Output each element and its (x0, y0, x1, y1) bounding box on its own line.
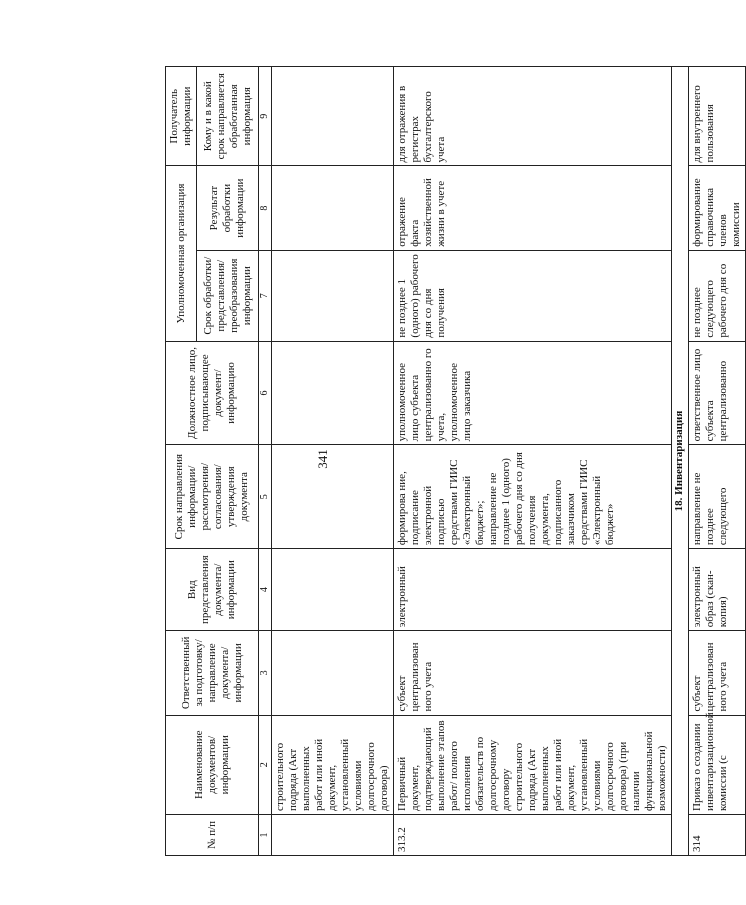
header-signer: Должностное лицо, подписывающее документ/ информацию (166, 341, 259, 445)
row-processing: не позднее 1 (одного) рабочего дня со дня получения (394, 250, 672, 341)
col-number: 8 (259, 166, 272, 250)
header-deadline: Срок направления информации/ рассмотрения/ согласования/ утверждения документа (166, 445, 259, 549)
row-recipient: для отражения в регистрах бухгалтерского учета (394, 67, 672, 166)
section-row (672, 67, 689, 856)
row-deadline: направление не позднее следующего (689, 445, 746, 549)
table-row (394, 67, 672, 856)
document-table (165, 66, 746, 856)
col-number: 1 (259, 814, 272, 855)
row-signer: ответственное лицо субъекта централизованно (689, 341, 746, 445)
rotated-table-wrapper (165, 66, 742, 856)
header-form: Вид представления документа/ информации (166, 549, 259, 631)
row-recipient: для внутреннего пользования (689, 67, 746, 166)
header-recipient: Кому и в какой срок направляется обработанная информация (197, 67, 259, 166)
col-number: 9 (259, 67, 272, 166)
row-num: 313.2 (394, 814, 672, 855)
row-signer: уполномоченное лицо субъекта централизованно го учета, уполномоченное лицо заказчика (394, 341, 672, 445)
row-responsible: субъект централизован ного учета (689, 631, 746, 715)
page-number: 341 (314, 449, 330, 469)
row-responsible: субъект централизован ного учета (394, 631, 672, 715)
header-result: Результат обработки информации (197, 166, 259, 250)
row-processing: не позднее следующего рабочего дня со (689, 250, 746, 341)
row-num (272, 814, 394, 855)
row-form: электронный образ (скан- копия) (689, 549, 746, 631)
table-row (272, 67, 394, 856)
col-number: 2 (259, 715, 272, 814)
row-doc-name: строительного подряда (Акт выполненных работ или иной документ, установленный условиями долгосрочного договора) (272, 715, 394, 814)
col-number: 3 (259, 631, 272, 715)
header-group-authorized: Уполномоченная организация (166, 166, 197, 341)
col-number: 6 (259, 341, 272, 445)
table-row (689, 67, 746, 856)
row-deadline (272, 445, 394, 549)
row-num: 314 (689, 814, 746, 855)
header-responsible: Ответственный за подготовку/ направление документа/ информации (166, 631, 259, 715)
row-deadline: формирова ние, подписание электронной подписью средствами ГИИС «Электронный бюджет»; направление не позднее 1 (одного) рабочего дня со дня получения документа, подписанного заказчиком средствами ГИИС «Электронный бюджет» (394, 445, 672, 549)
col-number: 7 (259, 250, 272, 341)
row-processing (272, 250, 394, 341)
row-form: электронный (394, 549, 672, 631)
header-group-recipient: Получатель информации (166, 67, 197, 166)
row-recipient (272, 67, 394, 166)
row-result: формирование справочника членов комиссии (689, 166, 746, 250)
row-responsible (272, 631, 394, 715)
row-form (272, 549, 394, 631)
header-doc-name: Наименование документов/ информации (166, 715, 259, 814)
row-doc-name: Приказ о создании инвентаризационной комиссии (с (689, 715, 746, 814)
section-title: 18. Инвентаризация (672, 67, 689, 856)
row-result (272, 166, 394, 250)
col-number: 4 (259, 549, 272, 631)
header-num: № п/п (166, 814, 259, 855)
col-number: 5 (259, 445, 272, 549)
row-result: отражение факта хозяйственной жизни в учете (394, 166, 672, 250)
header-processing: Срок обработки/ представления/ преобразования информации (197, 250, 259, 341)
row-doc-name: Первичный документ, подтверждающий выполнение этапов работ/ полного исполнения обязательств по долгосрочному договору строительного подряда (Акт выполненных работ или иной документ, установленный условиями долгосрочного договора) (при наличии функциональной возможности) (394, 715, 672, 814)
row-signer (272, 341, 394, 445)
